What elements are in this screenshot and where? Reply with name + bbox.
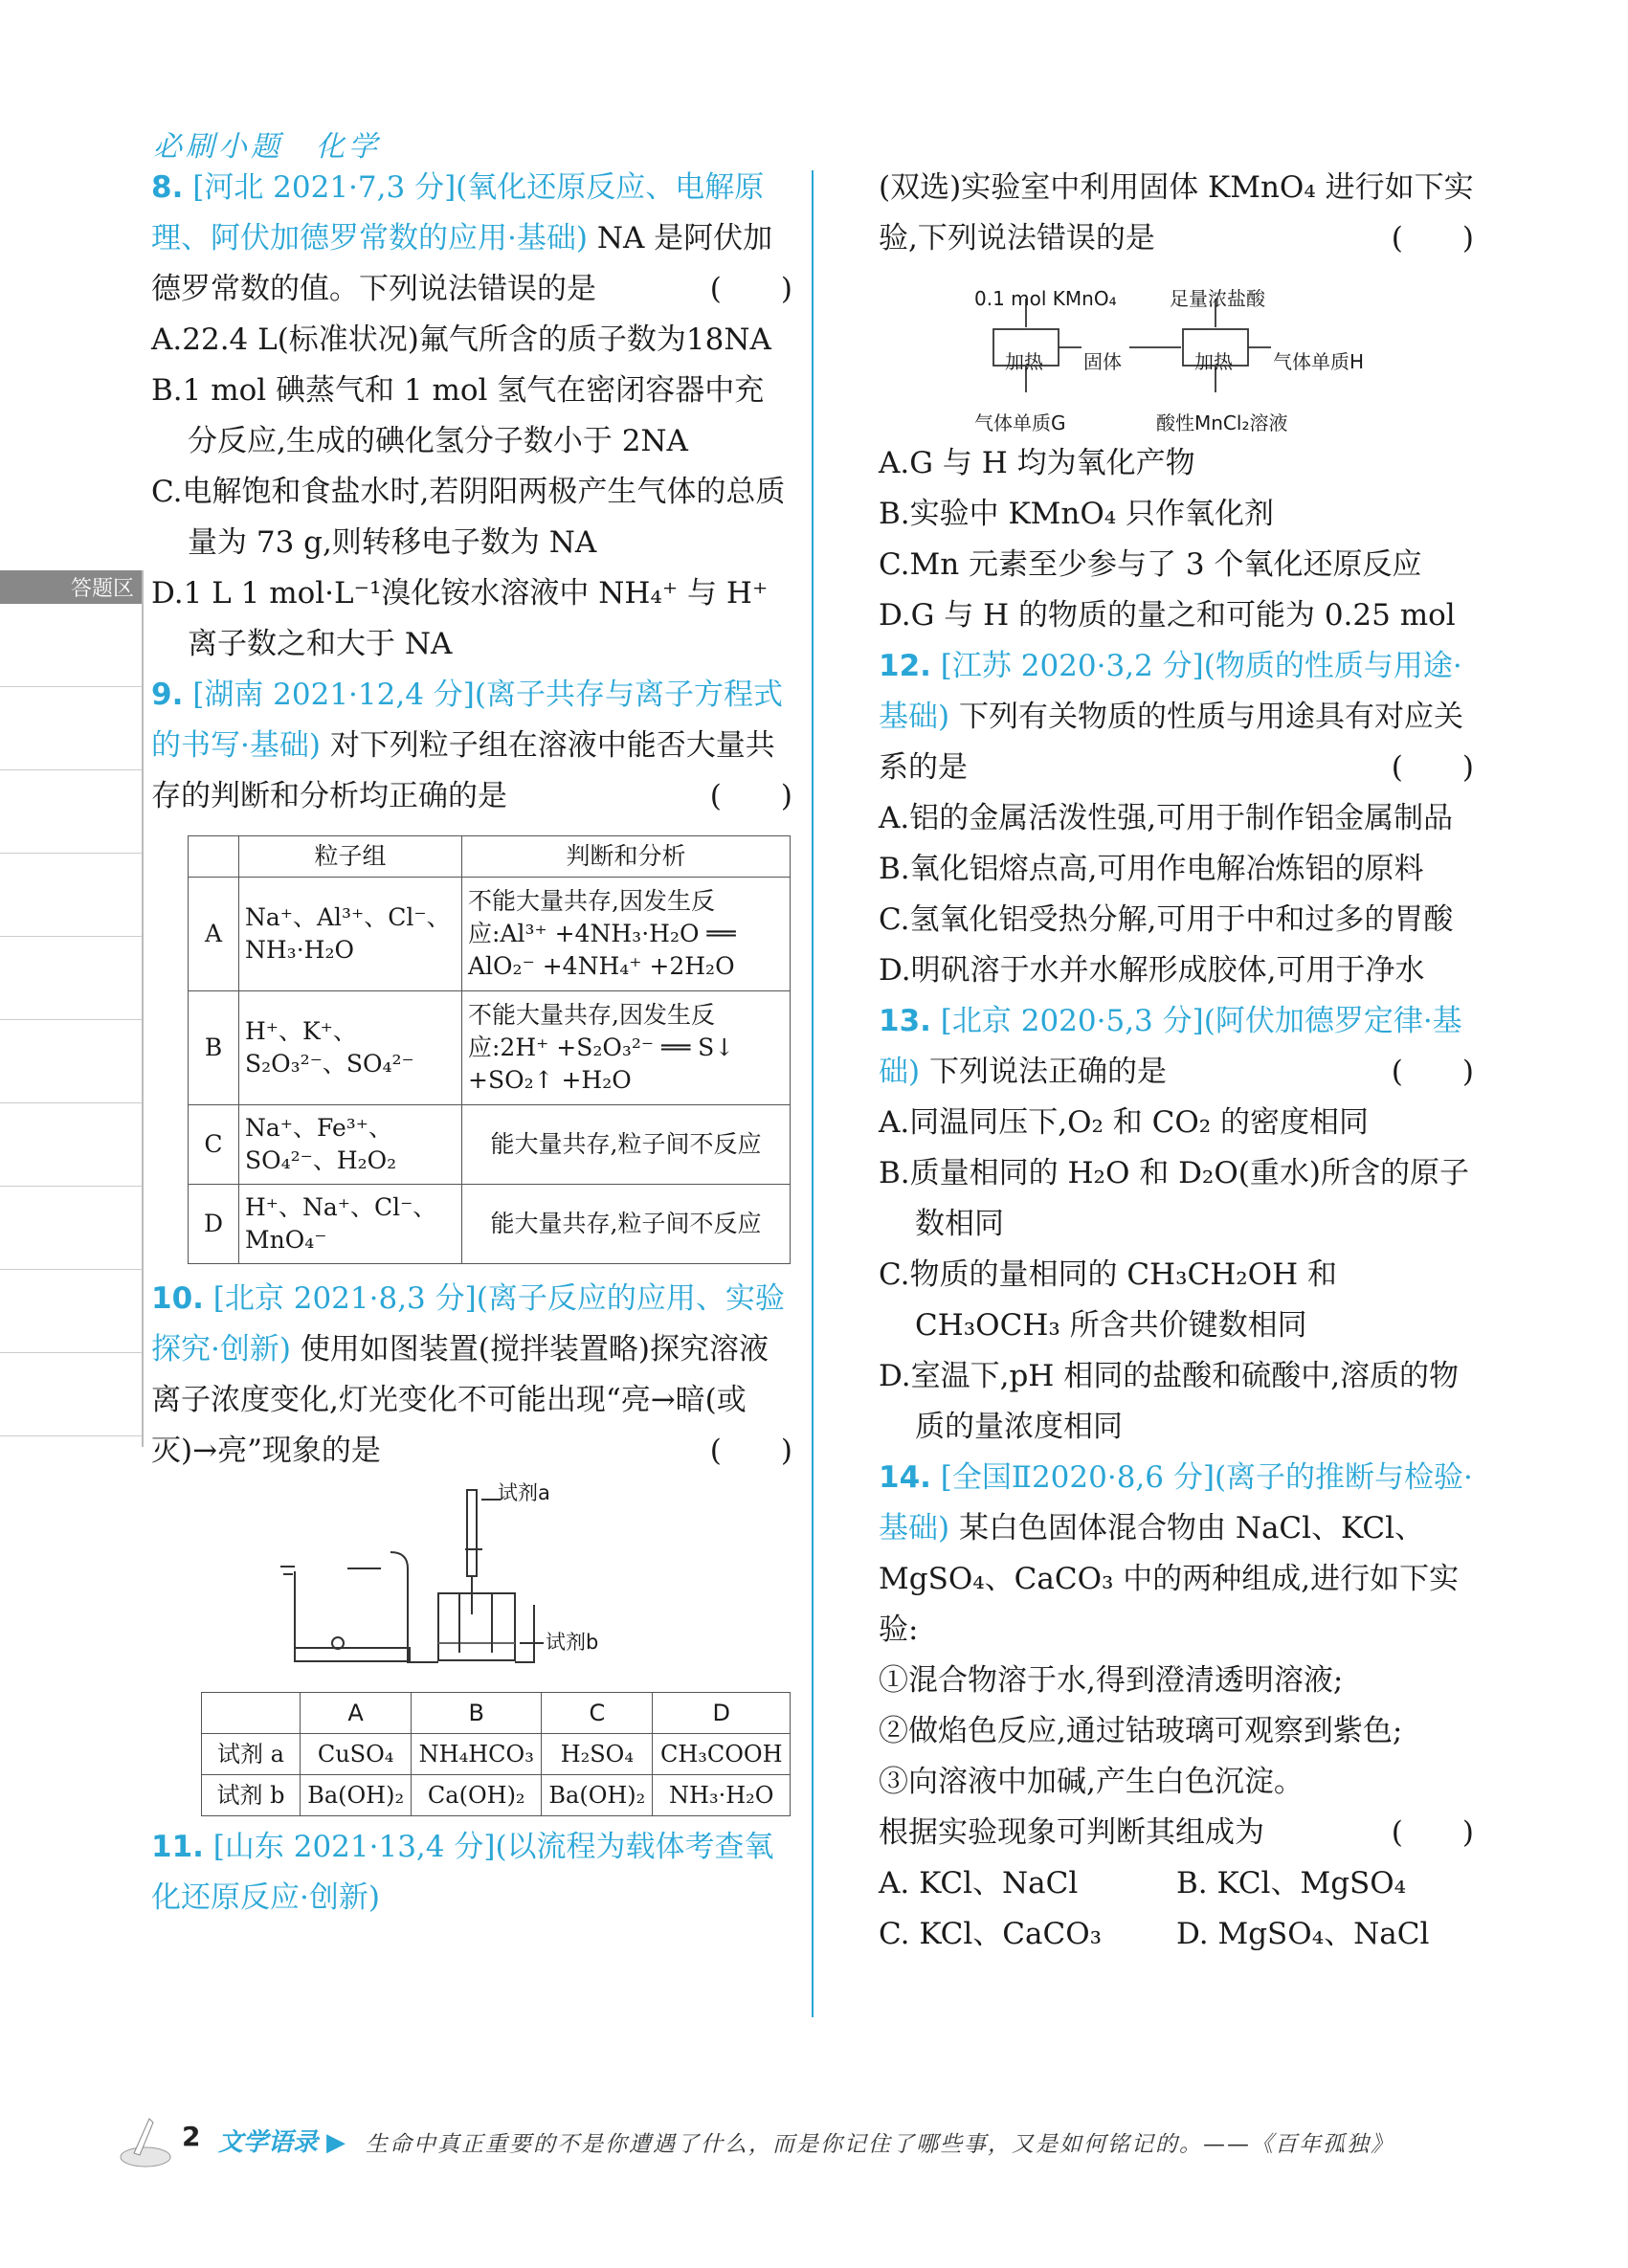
table-header: A [301, 1693, 412, 1734]
question-10 [151, 1274, 792, 1816]
question-9 [151, 670, 792, 1264]
answer-line [0, 1270, 142, 1353]
q12-option-b[interactable]: B.氧化铝熔点高,可用作电解冶炼铝的原料 [879, 852, 1424, 886]
q12-stem [879, 641, 1474, 793]
q13-option-a[interactable]: A.同温同压下,O₂ 和 CO₂ 的密度相同 [879, 1105, 1370, 1140]
q14-step-1: ①混合物溶于水,得到澄清透明溶液; [879, 1663, 1344, 1698]
q12-answer-paren[interactable]: ( ) [1391, 750, 1474, 785]
q13-text: 下列说法正确的是 [928, 1055, 1167, 1089]
table-cell: 不能大量共存,因发生反应:Al³⁺ +4NH₃·H₂O ══ AlO₂⁻ +4NH₄⁺ +2H₂O [462, 878, 791, 991]
q9-tag: [湖南 2021·12,4 分](离子共存与离子方程式的书写·基础) [151, 678, 783, 763]
q11-stem-start [151, 1822, 792, 1923]
table-cell: 能大量共存,粒子间不反应 [462, 1105, 791, 1185]
answer-area-label: 答题区 [0, 570, 142, 604]
q14-step-2: ②做焰色反应,通过钴玻璃可观察到紫色; [879, 1714, 1403, 1748]
answer-line [0, 1353, 142, 1436]
question-11-start [151, 1822, 792, 1923]
apparatus-drawing [151, 1480, 792, 1686]
q11-option-b[interactable]: B.实验中 KMnO₄ 只作氧化剂 [879, 497, 1275, 531]
answer-line [0, 937, 142, 1020]
q14-options-row-1 [879, 1858, 1474, 1909]
table-row [202, 1734, 791, 1775]
answer-line [0, 770, 142, 854]
footer-title: 文学语录 ▶ [218, 2128, 346, 2157]
table-header-row [189, 836, 791, 878]
table-cell: 试剂 b [202, 1775, 301, 1816]
q11-tag: [山东 2021·13,4 分](以流程为载体考查氧化还原反应·创新) [151, 1830, 774, 1915]
q9-number: 9. [151, 678, 184, 712]
table-row [189, 1185, 791, 1264]
q14-tag: [全国Ⅱ2020·8,6 分](离子的推断与检验·基础) [879, 1460, 1473, 1545]
q10-text: 使用如图装置(搅拌装置略)探究溶液离子浓度变化,灯光变化不可能出现“亮→暗(或灭)→亮”现象的是 [151, 1332, 769, 1468]
answer-line [0, 1020, 142, 1103]
answer-line [0, 604, 142, 687]
table-header: B [412, 1693, 542, 1734]
table-row [202, 1775, 791, 1816]
q14-number: 14. [879, 1460, 931, 1495]
q8-option-d[interactable]: D.1 L 1 mol·L⁻¹溴化铵水溶液中 NH₄⁺ 与 H⁺ 离子数之和大于 NA [151, 576, 769, 661]
q13-tag: [北京 2020·5,3 分](阿伏加德罗定律·基础) [879, 1004, 1462, 1089]
flow-acid: 足量浓盐酸 [1170, 287, 1265, 310]
q11-option-a[interactable]: A.G 与 H 均为氧化产物 [879, 446, 1195, 480]
table-cell: Na⁺、Al³⁺、Cl⁻、NH₃·H₂O [239, 878, 462, 991]
table-cell: 不能大量共存,因发生反应:2H⁺ +S₂O₃²⁻ ══ S↓ +SO₂↑ +H₂O [462, 991, 791, 1105]
table-cell: CH₃COOH [653, 1734, 791, 1775]
table-cell: NH₄HCO₃ [412, 1734, 542, 1775]
table-cell: Ba(OH)₂ [301, 1775, 412, 1816]
answer-line [0, 854, 142, 937]
q14-answer-paren[interactable]: ( ) [1391, 1815, 1474, 1850]
q10-tag: [北京 2021·8,3 分](离子反应的应用、实验探究·创新) [151, 1281, 785, 1367]
table-cell: Ca(OH)₂ [412, 1775, 542, 1816]
q10-number: 10. [151, 1281, 204, 1316]
q10-apparatus-figure [151, 1480, 792, 1686]
table-cell: 试剂 a [202, 1734, 301, 1775]
q11-stem [879, 163, 1474, 264]
table-cell: B [189, 991, 239, 1105]
table-cell: H⁺、Na⁺、Cl⁻、MnO₄⁻ [239, 1185, 462, 1264]
q11-option-c[interactable]: C.Mn 元素至少参与了 3 个氧化还原反应 [879, 547, 1422, 582]
q14-ask-text: 根据实验现象可判断其组成为 [879, 1815, 1264, 1850]
table-cell: 能大量共存,粒子间不反应 [462, 1185, 791, 1264]
table-header: D [653, 1693, 791, 1734]
table-cell: A [189, 878, 239, 991]
q12-text: 下列有关物质的性质与用途具有对应关系的是 [879, 700, 1463, 785]
q14-options-row-2 [879, 1909, 1474, 1960]
table-header [202, 1693, 301, 1734]
q8-answer-paren[interactable]: ( ) [709, 272, 792, 306]
flow-gas-g: 气体单质G [974, 411, 1066, 434]
flow-solid: 固体 [1083, 350, 1122, 373]
answer-area-sidebar [0, 570, 144, 1447]
table-cell: C [189, 1105, 239, 1185]
answer-line [0, 1103, 142, 1187]
q11-option-d[interactable]: D.G 与 H 的物质的量之和可能为 0.25 mol [879, 598, 1456, 633]
flow-solution: 酸性MnCl₂溶液 [1156, 411, 1288, 434]
table-header-row [202, 1693, 791, 1734]
q11-flowchart [879, 270, 1474, 434]
flow-gas-h: 气体单质H [1273, 350, 1365, 373]
q10-stem [151, 1274, 792, 1477]
q13-answer-paren[interactable]: ( ) [1391, 1055, 1474, 1089]
q13-number: 13. [879, 1004, 931, 1038]
q9-table [188, 835, 791, 1264]
q14-option-c[interactable]: C. KCl、CaCO₃ [879, 1917, 1103, 1951]
q13-option-d[interactable]: D.室温下,pH 相同的盐酸和硫酸中,溶质的物质的量浓度相同 [879, 1359, 1460, 1444]
flow-heat1: 加热 [1005, 350, 1043, 373]
q12-option-d[interactable]: D.明矾溶于水并水解形成胶体,可用于净水 [879, 953, 1425, 988]
q11-number: 11. [151, 1830, 204, 1864]
question-13 [879, 996, 1474, 1453]
q12-option-c[interactable]: C.氢氧化铝受热分解,可用于中和过多的胃酸 [879, 902, 1454, 937]
question-11 [879, 163, 1474, 641]
q10-answer-paren[interactable]: ( ) [709, 1434, 792, 1468]
q8-stem [151, 163, 792, 315]
flow-heat2: 加热 [1194, 350, 1233, 373]
quill-logo-icon [115, 2115, 176, 2168]
q11-answer-paren[interactable]: ( ) [1391, 221, 1474, 256]
table-cell: H₂SO₄ [542, 1734, 653, 1775]
q8-option-a[interactable]: A.22.4 L(标准状况)氟气所含的质子数为18NA [151, 322, 771, 357]
table-header [189, 836, 239, 878]
answer-line [0, 1187, 142, 1270]
q12-tag: [江苏 2020·3,2 分](物质的性质与用途·基础) [879, 649, 1462, 734]
left-column [151, 163, 792, 1923]
q14-option-d[interactable]: D. MgSO₄、NaCl [1176, 1917, 1430, 1951]
question-12 [879, 641, 1474, 996]
table-row [189, 991, 791, 1105]
question-14 [879, 1453, 1474, 1960]
q10-table [201, 1692, 791, 1816]
q14-option-b[interactable]: B. KCl、MgSO₄ [1176, 1866, 1407, 1901]
q14-step-3: ③向溶液中加碱,产生白色沉淀。 [879, 1765, 1304, 1799]
q9-stem [151, 670, 792, 822]
table-header: 粒子组 [239, 836, 462, 878]
q13-option-c[interactable]: C.物质的量相同的 CH₃CH₂OH 和 CH₃OCH₃ 所含共价键数相同 [879, 1257, 1337, 1343]
table-row [189, 878, 791, 991]
table-cell: NH₃·H₂O [653, 1775, 791, 1816]
right-column [879, 163, 1474, 1960]
q9-text: 对下列粒子组在溶液中能否大量共存的判断和分析均正确的是 [151, 728, 775, 813]
question-8 [151, 163, 792, 670]
column-divider [812, 170, 814, 2017]
q13-option-b[interactable]: B.质量相同的 H₂O 和 D₂O(重水)所含的原子数相同 [879, 1156, 1469, 1241]
reagent-b-label: 试剂b [546, 1631, 599, 1654]
table-cell: CuSO₄ [301, 1734, 412, 1775]
table-cell: Ba(OH)₂ [542, 1775, 653, 1816]
table-cell: H⁺、K⁺、S₂O₃²⁻、SO₄²⁻ [239, 991, 462, 1105]
q14-stem [879, 1453, 1474, 1656]
q8-number: 8. [151, 170, 184, 205]
q11-text: (双选)实验室中利用固体 KMnO₄ 进行如下实验,下列说法错误的是 [879, 170, 1474, 256]
q12-option-a[interactable]: A.铝的金属活泼性强,可用于制作铝金属制品 [879, 801, 1454, 835]
q14-ask [879, 1808, 1474, 1858]
table-row [189, 1105, 791, 1185]
q8-tag: [河北 2021·7,3 分](氧化还原反应、电解原理、阿伏加德罗常数的应用·基础) [151, 170, 765, 256]
q12-number: 12. [879, 649, 931, 683]
page-footer [115, 2115, 1474, 2172]
q8-option-c[interactable]: C.电解饱和食盐水时,若阴阳两极产生气体的总质量为 73 g,则转移电子数为 NA [151, 475, 786, 560]
q9-answer-paren[interactable]: ( ) [709, 779, 792, 813]
q13-stem [879, 996, 1474, 1098]
q8-text: NA 是阿伏加德罗常数的值。下列说法错误的是 [151, 221, 773, 306]
reagent-a-label: 试剂a [498, 1481, 550, 1504]
table-header: 判断和分析 [462, 836, 791, 878]
q14-option-a[interactable]: A. KCl、NaCl [879, 1866, 1079, 1901]
page-header: 必刷小题 化学 [153, 130, 381, 164]
q14-text: 某白色固体混合物由 NaCl、KCl、MgSO₄、CaCO₃ 中的两种组成,进行如下实验: [879, 1511, 1460, 1647]
table-cell: Na⁺、Fe³⁺、SO₄²⁻、H₂O₂ [239, 1105, 462, 1185]
flow-start: 0.1 mol KMnO₄ [974, 287, 1117, 310]
table-header: C [542, 1693, 653, 1734]
table-cell: D [189, 1185, 239, 1264]
footer-quote: 生命中真正重要的不是你遭遇了什么，而是你记住了哪些事，又是如何铭记的。——《百年孤独》 [366, 2132, 1394, 2157]
q8-option-b[interactable]: B.1 mol 碘蒸气和 1 mol 氢气在密闭容器中充分反应,生成的碘化氢分子数小于 2NA [151, 373, 765, 458]
page-number: 2 [182, 2121, 201, 2152]
answer-line [0, 687, 142, 770]
